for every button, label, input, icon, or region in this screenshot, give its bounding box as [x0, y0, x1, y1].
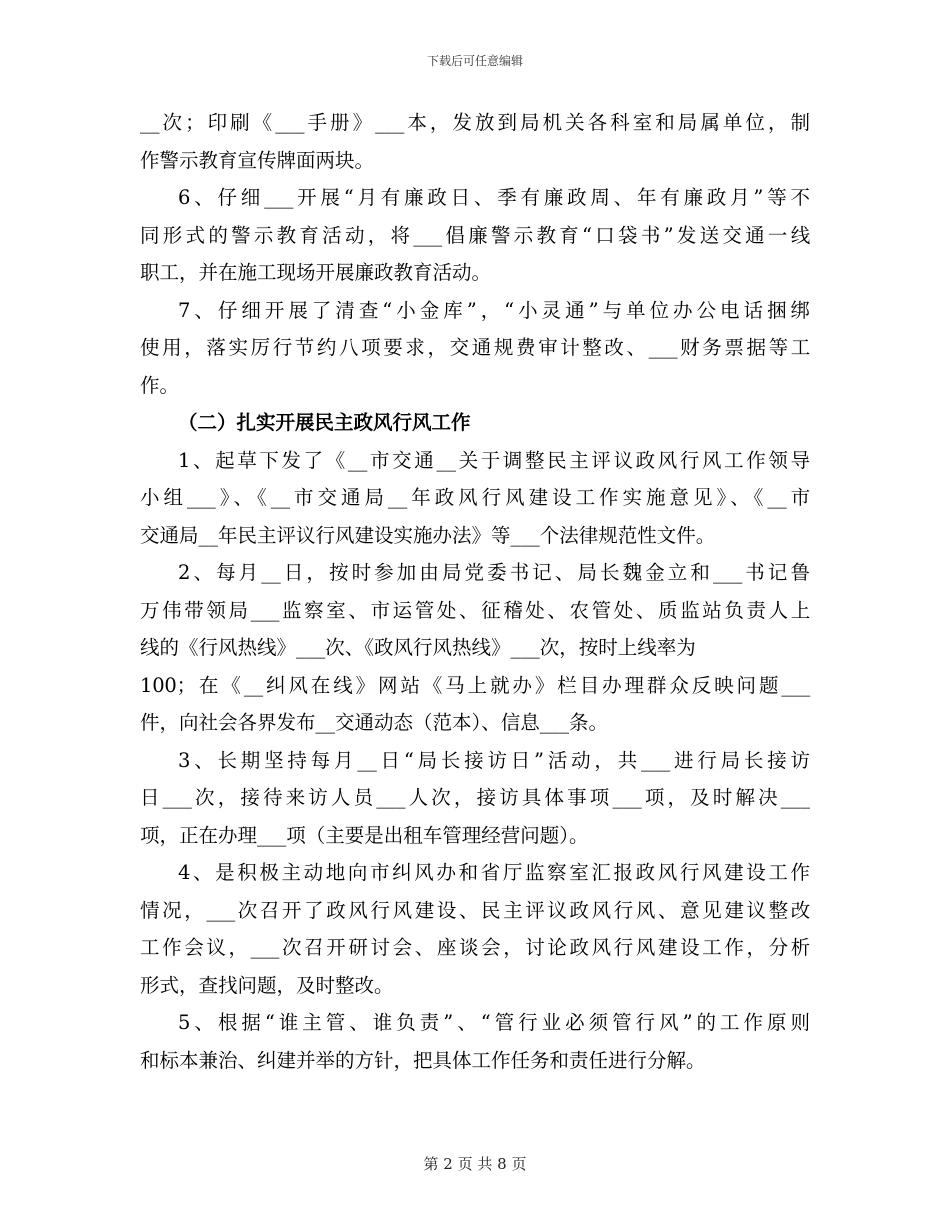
paragraph-line: 2、每月__日，按时参加由局党委书记、局长魏金立和___书记鲁: [178, 561, 810, 584]
paragraph-line: 7、仔细开展了清查“小金库”，“小灵通”与单位办公电话捆绑: [178, 298, 810, 322]
section-heading: （二）扎实开展民主政风行风工作: [178, 411, 471, 434]
paragraph-line: 6、仔细___开展“月有廉政日、季有廉政周、年有廉政月”等不: [178, 186, 810, 209]
document-body: [140, 104, 810, 1079]
paragraph-line: 线的《行风热线》___次、《政风行风热线》___次，按时上线率为: [140, 636, 696, 659]
paragraph-line: 4、是积极主动地向市纠风办和省厅监察室汇报政风行风建设工作: [178, 861, 810, 884]
paragraph-line: 形式，查找问题，及时整改。: [140, 973, 394, 997]
paragraph-line: 小组___》、《__市交通局__年政风行风建设工作实施意见》、《__市: [140, 486, 810, 509]
paragraph-line: 交通局__年民主评议行风建设实施办法》等___个法律规范性文件。: [140, 523, 716, 547]
page-footer: 第 2 页 共 8 页: [423, 1155, 527, 1173]
paragraph-line: 3、长期坚持每月__日“局长接访日”活动，共___进行局长接访: [178, 748, 810, 772]
paragraph-line: 工作会议，___次召开研讨会、座谈会，讨论政风行风建设工作，分析: [140, 936, 810, 959]
page-header: 下载后可任意编辑: [426, 54, 523, 68]
paragraph-line: 日___次，接待来访人员___人次，接访具体事项___项，及时解决___: [140, 786, 810, 809]
paragraph-line: 5、根据“谁主管、谁负责”、“管行业必须管行风”的工作原则: [178, 1011, 810, 1034]
paragraph-line: 情况，___次召开了政风行风建设、民主评议政风行风、意见建议整改: [140, 898, 810, 922]
paragraph-line: __次；印刷《___手册》___本，发放到局机关各科室和局属单位，制: [140, 111, 810, 134]
paragraph-line: 件，向社会各界发布__交通动态（范本）、信息___条。: [140, 711, 609, 734]
paragraph-line: 同形式的警示教育活动，将___倡廉警示教育“口袋书”发送交通一线: [140, 223, 810, 247]
paragraph-line: 职工，并在施工现场开展廉政教育活动。: [140, 261, 492, 284]
paragraph-line: 万伟带领局___监察室、市运管处、征稽处、农管处、质监站负责人上: [140, 598, 810, 622]
paragraph-line: 作警示教育宣传牌面两块。: [140, 148, 375, 172]
paragraph-line: 100；在《__纠风在线》网站《马上就办》栏目办理群众反映问题___: [140, 673, 810, 697]
paragraph-line: 使用，落实厉行节约八项要求，交通规费审计整改、___财务票据等工: [140, 336, 810, 359]
paragraph-line: 和标本兼治、纠建并举的方针，把具体工作任务和责任进行分解。: [140, 1048, 706, 1072]
paragraph-line: 作。: [140, 373, 180, 397]
paragraph-line: 项，正在办理___项（主要是出租车管理经营问题）。: [140, 823, 589, 847]
paragraph-line: 1、起草下发了《__市交通__关于调整民主评议政风行风工作领导: [178, 448, 810, 472]
